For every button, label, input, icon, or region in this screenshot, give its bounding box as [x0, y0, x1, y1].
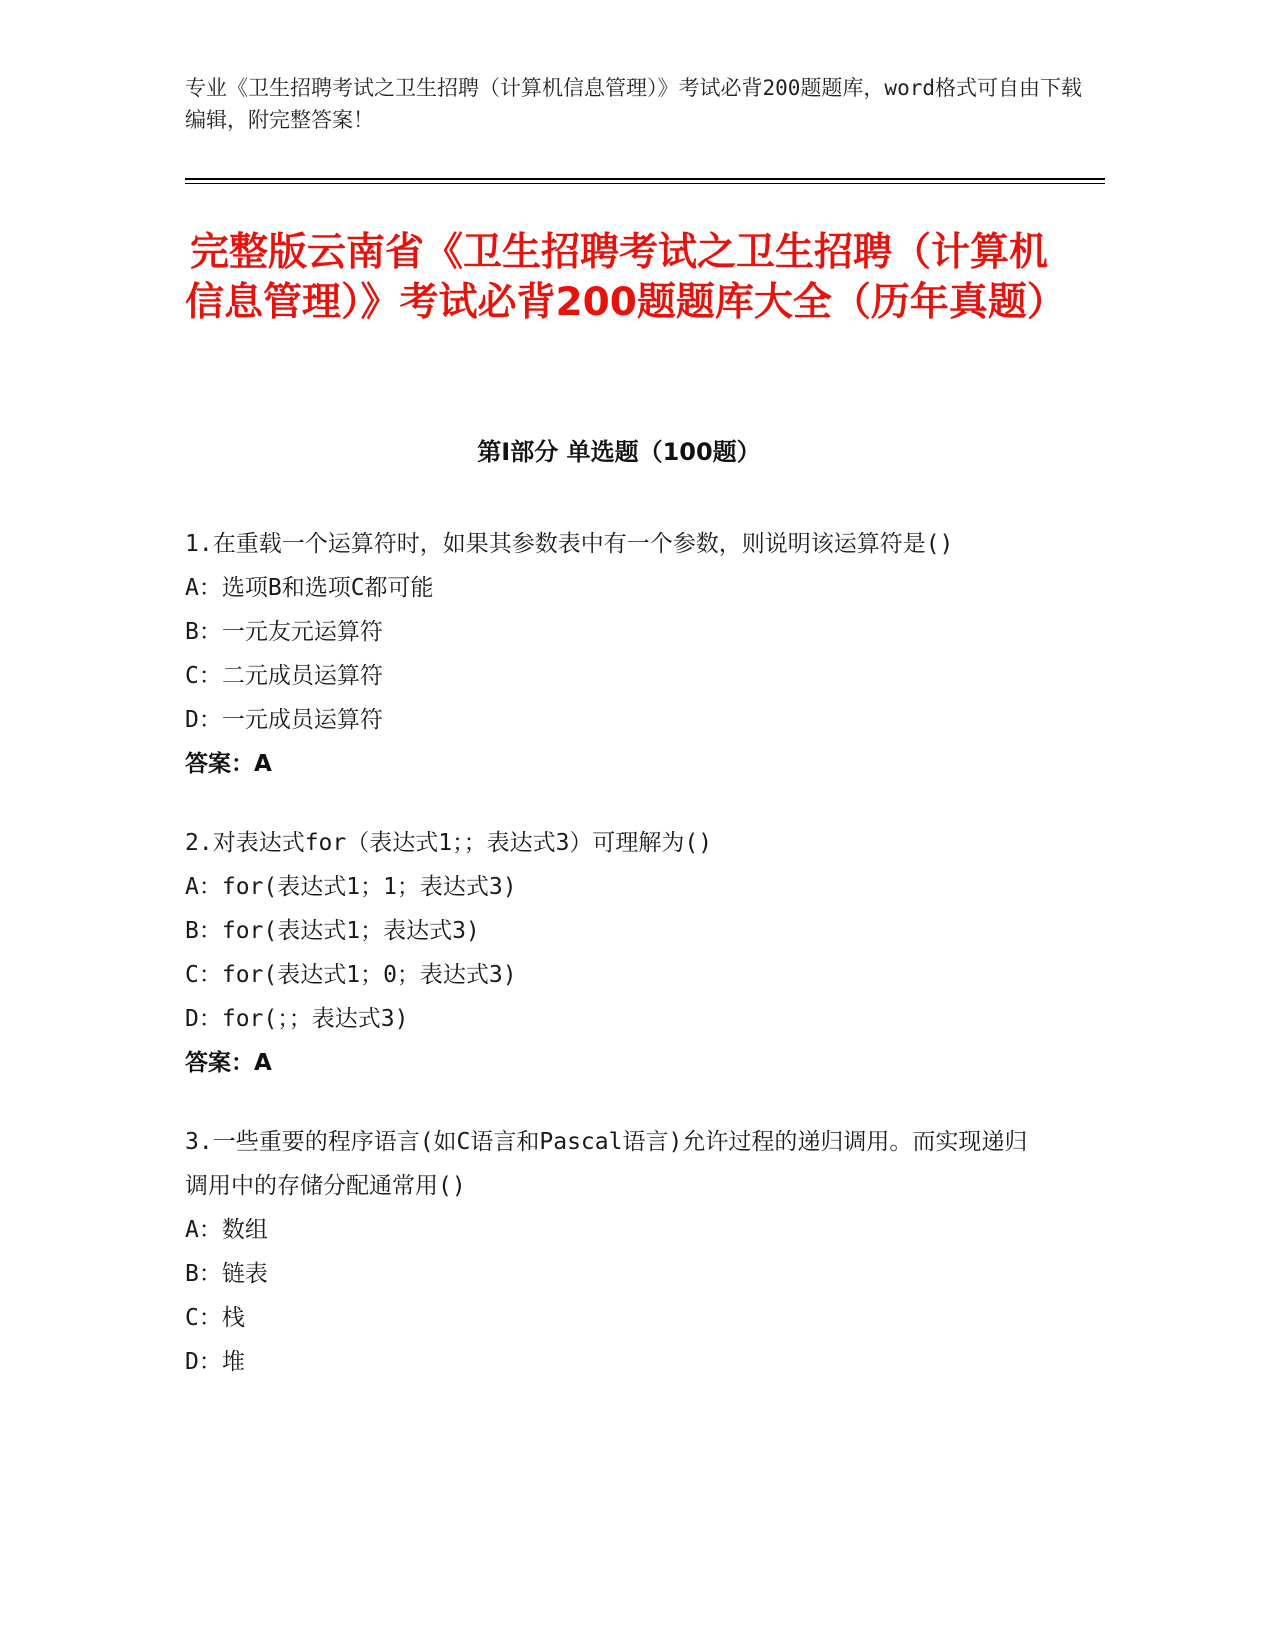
header-rule-thick	[185, 178, 1105, 180]
question-1	[185, 522, 1045, 786]
option-a: A：选项B和选项C都可能	[185, 575, 434, 601]
option-a: A：for(表达式1；1；表达式3)	[185, 874, 517, 900]
option-b: B：for(表达式1；表达式3)	[185, 918, 480, 944]
option-a: A：数组	[185, 1217, 268, 1243]
option-c: C：二元成员运算符	[185, 663, 383, 689]
question-3	[185, 1120, 1045, 1384]
header-note: 专业《卫生招聘考试之卫生招聘（计算机信息管理）》考试必背200题题库，word格式可自由下载编辑，附完整答案！	[185, 76, 1082, 132]
question-stem: 3.一些重要的程序语言(如C语言和Pascal语言)允许过程的递归调用。而实现递归调用中的存储分配通常用()	[185, 1129, 1028, 1199]
answer: 答案：A	[185, 1050, 272, 1076]
option-c: C：for(表达式1；0；表达式3)	[185, 962, 517, 988]
option-d: D：一元成员运算符	[185, 707, 383, 733]
option-b: B：链表	[185, 1261, 268, 1287]
option-b: B：一元友元运算符	[185, 619, 383, 645]
section-title: 第Ⅰ部分 单选题（100题）	[477, 438, 761, 466]
question-stem: 1.在重载一个运算符时，如果其参数表中有一个参数，则说明该运算符是()	[185, 531, 954, 557]
document-title: 完整版云南省《卫生招聘考试之卫生招聘（计算机信息管理）》考试必背200题题库大全（历年真题）	[185, 230, 1066, 325]
question-stem: 2.对表达式for（表达式1；；表达式3）可理解为()	[185, 830, 713, 856]
header-rule-thin	[185, 183, 1105, 184]
question-2	[185, 821, 1045, 1085]
question-list	[185, 522, 1045, 1419]
option-d: D：for(；；表达式3)	[185, 1006, 409, 1032]
answer: 答案：A	[185, 751, 272, 777]
option-c: C：栈	[185, 1305, 245, 1331]
option-d: D：堆	[185, 1349, 245, 1375]
